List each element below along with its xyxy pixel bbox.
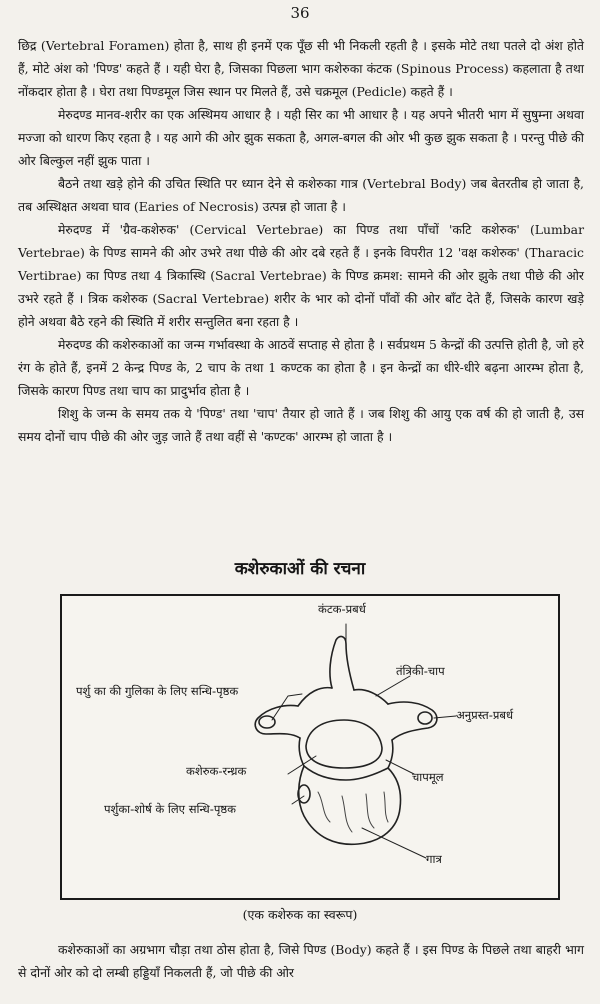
figure-caption: (एक कशेरुक का स्वरूप) [242, 907, 358, 922]
page-number: 36 [290, 4, 310, 22]
vertebra-drawing [62, 596, 558, 898]
section-heading: कशेरुकाओं की रचना [234, 559, 366, 579]
paragraph-6: शिशु के जन्म के समय तक ये 'पिण्ड' तथा 'चाप' तैयार हो जाते हैं । जब शिशु की आयु एक वर्ष की हो जाती है, उस समय दोनों चाप पीछे की ओर जुड़ जाते हैं तथा वहीं से 'कण्टक' आरम्भ हो जाता है । [18, 406, 584, 444]
label-body: गात्र [426, 852, 442, 866]
label-transverse-process: अनुप्रस्त-प्रबर्ध [456, 708, 514, 722]
label-rib-head-facet: पर्शुका-शोर्ष के लिए सन्धि-पृष्ठक [104, 802, 236, 816]
body-text [18, 34, 584, 448]
vertebra-figure [60, 594, 560, 900]
left-transverse-shape [255, 706, 300, 739]
vertebral-foramen-shape [306, 720, 382, 768]
paragraph-5: मेरुदण्ड की कशेरुकाओं का जन्म गर्भावस्था के आठवें सप्ताह से होता है । सर्वप्रथम 5 केन्द्रों की उत्पत्ति होती है, जो हरे रंग के होते हैं, इनमें 2 केन्द्र पिण्ड के, 2 चाप के तथा 1 कण्टक का होता है । इन केन्द्रों का धीरे-धीरे बढ़ना आरम्भ होता है, जिसके कारण पिण्ड तथा चाप का प्रादुर्भाव होता है । [18, 337, 584, 398]
bottom-text [18, 938, 584, 984]
label-pedicle: चापमूल [412, 770, 444, 784]
paragraph-bottom: कशेरुकाओं का अग्रभाग चौड़ा तथा ठोस होता है, जिसे पिण्ड (Body) कहते हैं । इस पिण्ड के पिछले तथा बाहरी भाग से दोनों ओर को दो लम्बी हड्डियाँ निकलती हैं, जो पीछे की ओर [18, 942, 584, 980]
neural-arch-shape [298, 688, 388, 706]
spinous-process-shape [330, 637, 354, 690]
label-spinous-process: कंटक-प्रबर्ध [318, 602, 366, 616]
paragraph-4: मेरुदण्ड में 'ग्रैव-कशेरुक' (Cervical Vertebrae) का पिण्ड तथा पाँचों 'कटि कशेरुक' (Lumbar Vertebrae) के पिण्ड सामने की ओर उभरे तथा पीछे की ओर दबे रहते हैं । इनके विपरीत 12 'वक्ष कशेरुक' (Tharacic Vertibrae) का पिण्ड तथा 4 त्रिकास्थि (Sacral Vertebrae) के पिण्ड क्रमश: सामने की ओर झुके तथा पीछे की ओर उभरे रहते हैं । त्रिक कशेरुक (Sacral Vertebrae) शरीर के भार को दोनों पाँवों की ओर बाँट देते हैं, जिसके कारण खड़े होने अथवा बैठे रहने की स्थिति में शरीर सन्तुलित बना रहता है । [18, 222, 584, 329]
paragraph-3: बैठने तथा खड़े होने की उचित स्थिति पर ध्यान देने से कशेरुका गात्र (Vertebral Body) जब बेतरतीब हो जाता है, तब अस्थिक्षत अथवा घाव (Earies of Necrosis) उत्पन्न हो जाता है । [18, 176, 584, 214]
paragraph-2: मेरुदण्ड मानव-शरीर का एक अस्थिमय आधार है । यही सिर का भी आधार है । यह अपने भीतरी भाग में सुषुम्ना अथवा मज्जा को धारण किए रहता है । यह आगे की ओर झुक सकता है, अगल-बगल की ओर भी कुछ झुक सकता है । परन्तु पीछे की ओर बिल्कुल नहीं झुक पाता । [18, 107, 584, 168]
label-neural-arch: तंत्रिकी-चाप [396, 664, 445, 678]
paragraph-1: छिद्र (Vertebral Foramen) होता है, साथ ही इनमें एक पूँछ सी भी निकली रहती है । इसके मोटे तथा पतले दो अंश होते हैं, मोटे अंश को 'पिण्ड' कहते हैं । यही घेरा है, जिसका पिछला भाग कशेरुका कंटक (Spinous Process) कहलाता है तथा नोंकदार होता है । घेरा तथा पिण्डमूल जिस स्थान पर मिलते हैं, उसे चक्रमूल (Pedicle) कहते हैं । [18, 38, 584, 99]
label-rib-tubercle-facet: पर्शु का की गुलिका के लिए सन्धि-पृष्ठक [76, 684, 239, 698]
label-vertebral-foramen: कशेरुक-रन्ध्रक [186, 764, 247, 778]
right-transverse-shape [388, 702, 437, 740]
